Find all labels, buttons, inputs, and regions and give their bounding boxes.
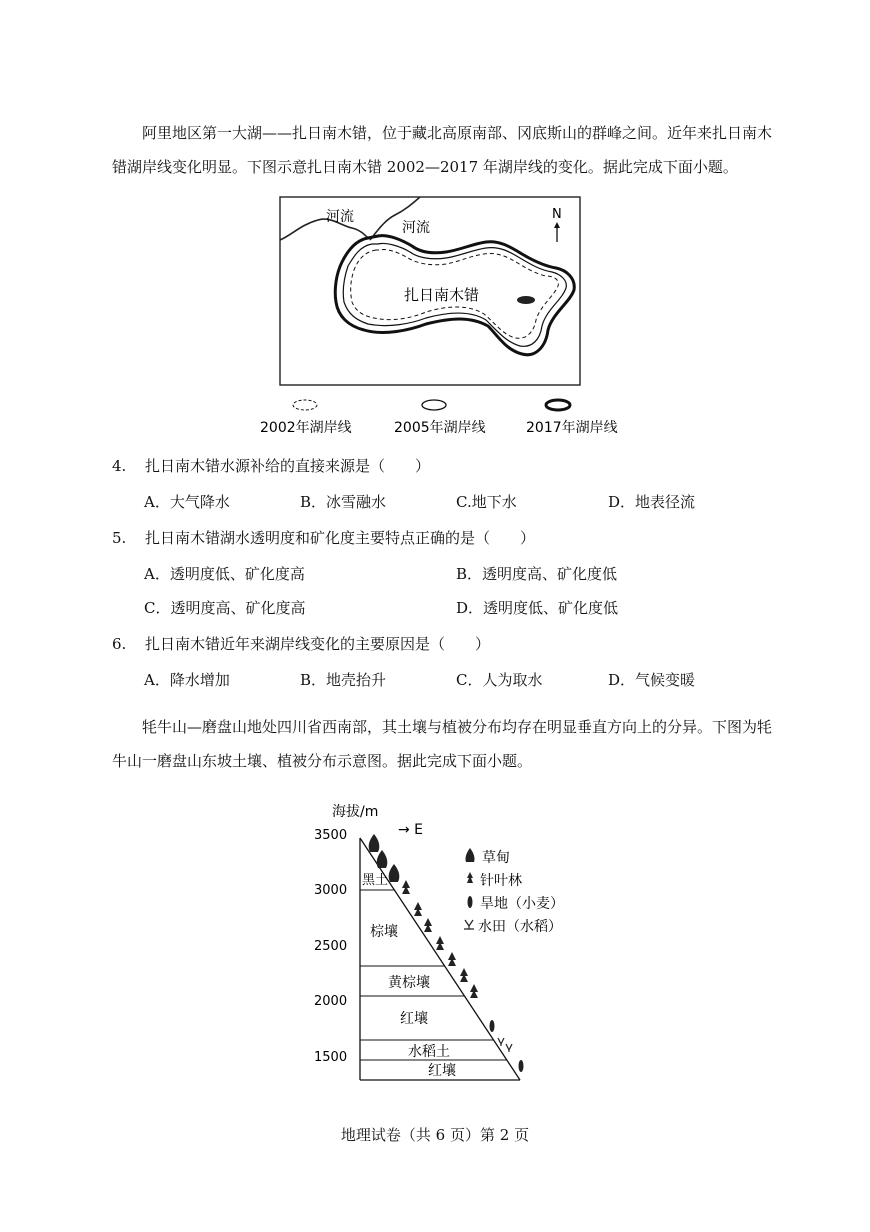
conifer-icon (460, 968, 468, 982)
river-label-1: 河流 (326, 209, 354, 225)
legend-wheat: 旱地（小麦） (480, 896, 564, 912)
river-label-2: 河流 (402, 220, 430, 236)
wheat-icon (490, 1020, 495, 1032)
tick-1500: 1500 (314, 1050, 348, 1065)
option-5d: D．透明度低、矿化度低 (456, 599, 619, 617)
legend-2002-symbol (293, 400, 317, 410)
option-4c: C.地下水 (456, 493, 517, 511)
tick-3000: 3000 (314, 883, 348, 898)
option-6d: D．气候变暖 (608, 671, 696, 689)
page-footer: 地理试卷（共 6 页）第 2 页 (340, 1126, 530, 1144)
legend-2017-label: 2017年湖岸线 (526, 420, 618, 436)
option-5c: C．透明度高、矿化度高 (144, 599, 306, 617)
passage-2: 牦牛山—磨盘山地处四川省西南部，其土壤与植被分布均存在明显垂直方向上的分异。下图为牦牛山一磨盘山东坡土壤、植被分布示意图。据此完成下面小题。 (112, 718, 773, 770)
option-4a: A．大气降水 (144, 493, 230, 511)
question-4 (112, 456, 430, 476)
option-4b: B．冰雪融水 (300, 493, 387, 511)
wheat-icon (519, 1060, 524, 1072)
option-5a: A．透明度低、矿化度高 (144, 565, 305, 583)
soil-profile-diagram (300, 798, 580, 1088)
question-5 (112, 528, 535, 548)
legend-paddy-icon (464, 920, 474, 929)
meadow-icon (389, 864, 400, 882)
legend-2017-symbol (546, 400, 570, 410)
lake-map (260, 190, 640, 440)
passage-1: 阿里地区第一大湖——扎日南木错，位于藏北高原南部、冈底斯山的群峰之间。近年来扎日南木错湖岸线变化明显。下图示意扎日南木错 2002—2017 年湖岸线的变化。据此完成下面小题。 (112, 124, 773, 176)
conifer-icon (424, 918, 432, 932)
tick-2500: 2500 (314, 939, 348, 954)
legend-2005-symbol (422, 400, 446, 410)
tick-3500: 3500 (314, 828, 348, 843)
legend-meadow: 草甸 (482, 850, 510, 866)
legend-wheat-icon (468, 896, 473, 908)
y-axis-label: 海拔/m (332, 804, 379, 820)
legend-2005-label: 2005年湖岸线 (394, 420, 486, 436)
paddy-icon (498, 1038, 504, 1046)
soil-yellow-brown: 黄棕壤 (388, 975, 430, 991)
lake-label: 扎日南木错 (404, 286, 480, 304)
paddy-icon (506, 1044, 512, 1052)
soil-black: 黑土 (362, 873, 389, 888)
legend-paddy: 水田（水稻） (478, 919, 562, 935)
question-text: 扎日南木错水源补给的直接来源是（ ） (145, 457, 431, 475)
conifer-icon (436, 936, 444, 950)
question-number: 4. (112, 457, 127, 475)
option-4d: D．地表径流 (608, 493, 696, 511)
option-6a: A．降水增加 (144, 671, 230, 689)
north-label: N (552, 207, 562, 222)
question-6 (112, 634, 490, 654)
tick-2000: 2000 (314, 994, 348, 1009)
option-5b: B．透明度高、矿化度低 (456, 565, 618, 583)
soil-paddy: 水稻土 (408, 1044, 450, 1060)
meadow-icon (377, 850, 388, 868)
legend-conifer-icon (467, 872, 473, 883)
option-6b: B．地壳抬升 (300, 671, 387, 689)
soil-red-1: 红壤 (400, 1011, 428, 1027)
question-text: 扎日南木错近年来湖岸线变化的主要原因是（ ） (145, 635, 491, 653)
conifer-icon (414, 902, 422, 916)
meadow-icon (369, 834, 380, 852)
question-text: 扎日南木错湖水透明度和矿化度主要特点正确的是（ ） (145, 529, 536, 547)
conifer-icon (470, 984, 478, 998)
option-6c: C．人为取水 (456, 671, 543, 689)
question-number: 6. (112, 635, 127, 653)
conifer-icon (448, 952, 456, 966)
question-number: 5. (112, 529, 127, 547)
legend-2002-label: 2002年湖岸线 (260, 420, 352, 436)
soil-brown: 棕壤 (370, 924, 398, 940)
soil-red-2: 红壤 (428, 1063, 456, 1079)
conifer-icon (402, 880, 410, 894)
legend-conifer: 针叶林 (480, 873, 522, 889)
legend-meadow-icon (466, 848, 475, 862)
direction-label: → E (398, 822, 424, 838)
